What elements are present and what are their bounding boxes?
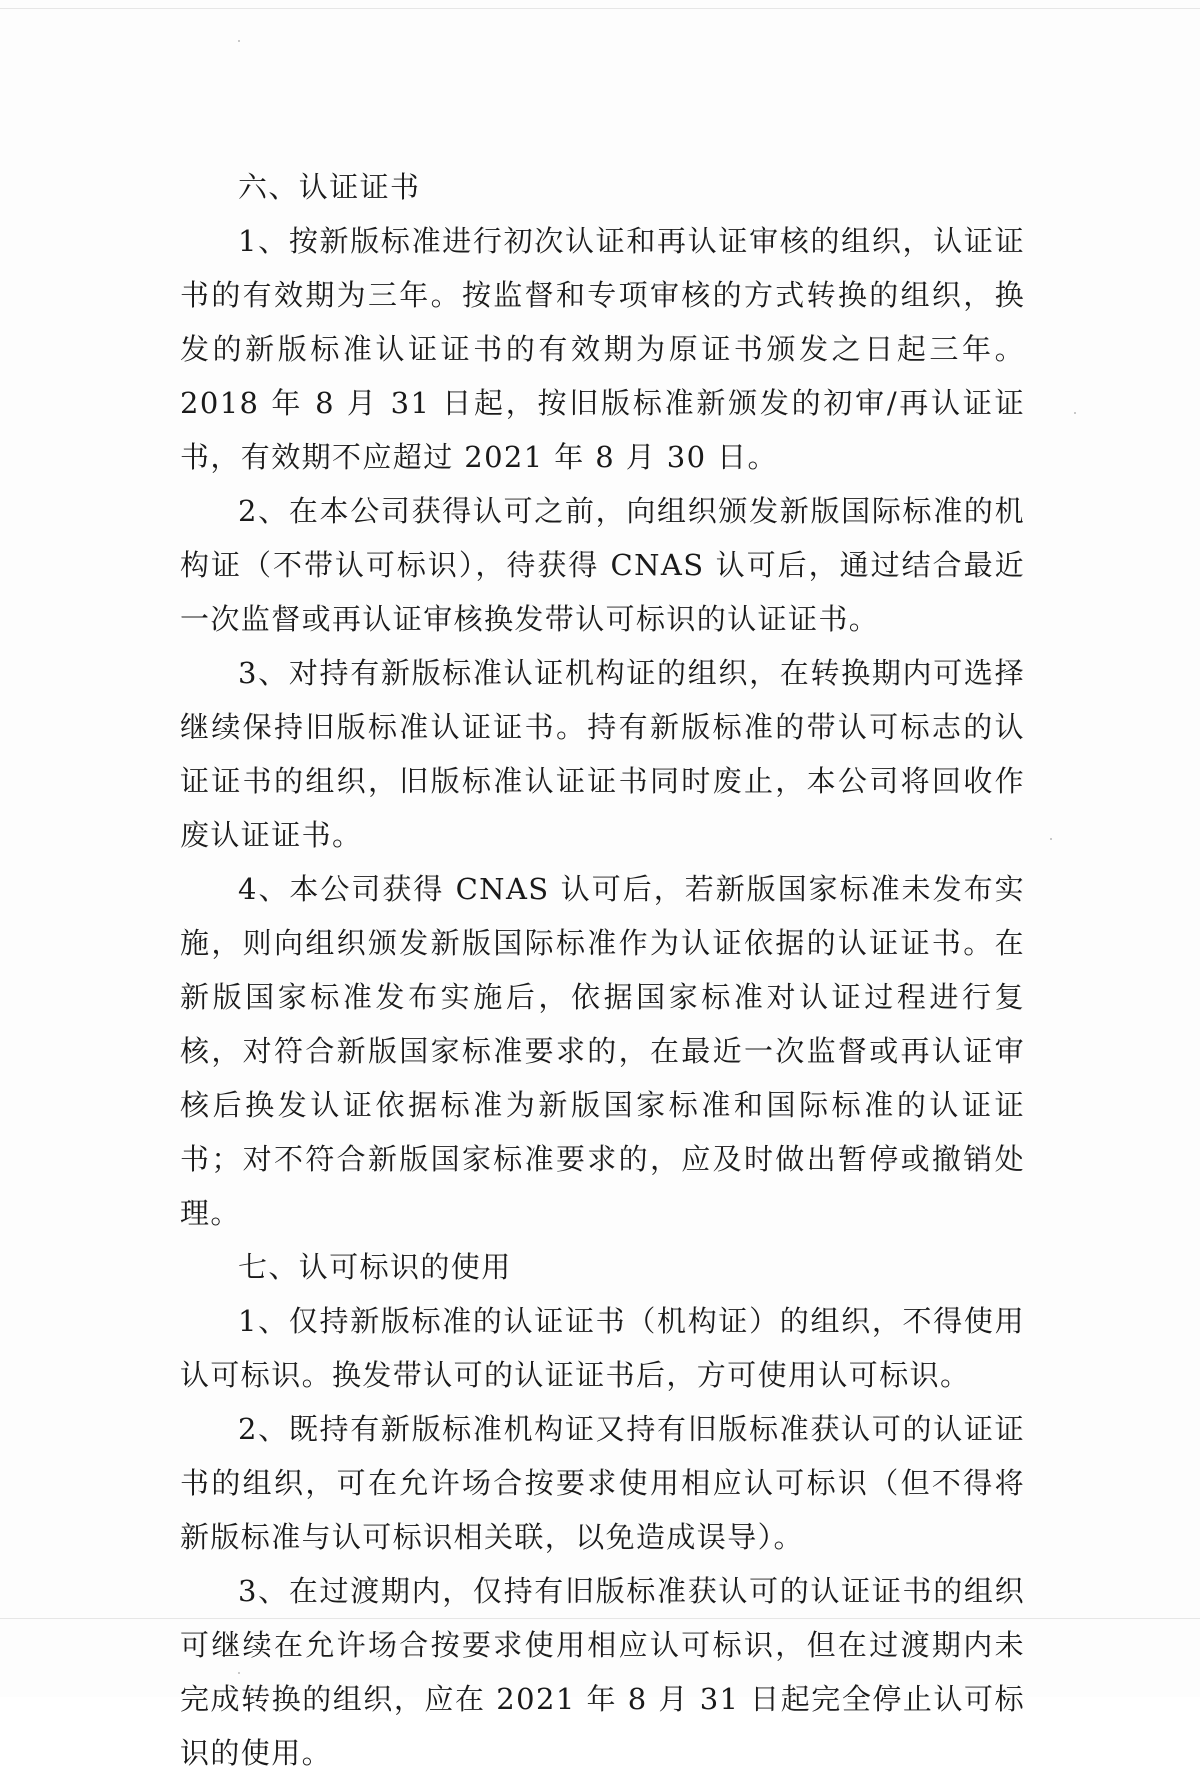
section-6-item-3: 3、对持有新版标准认证机构证的组织，在转换期内可选择继续保持旧版标准认证证书。持有新版标准的带认可标志的认证证书的组织，旧版标准认证证书同时废止，本公司将回收作废认证证书。 bbox=[180, 656, 1025, 852]
scan-speck bbox=[1050, 838, 1052, 840]
section-6-heading: 六、认证证书 bbox=[238, 170, 421, 204]
section-6-item-4: 4、本公司获得 CNAS 认可后，若新版国家标准未发布实施，则向组织颁发新版国际标准作为认证依据的认证证书。在新版国家标准发布实施后，依据国家标准对认证过程进行复核，对符合新版国家标准要求的，在最近一次监督或再认证审核后换发认证依据标准为新版国家标准和国际标准的认证证书；对不符合新版国家标准要求的，应及时做出暂停或撤销处理。 bbox=[180, 872, 1025, 1230]
scan-artifact-line bbox=[0, 8, 1200, 9]
section-7-item-3: 3、在过渡期内，仅持有旧版标准获认可的认证证书的组织可继续在允许场合按要求使用相应认可标识，但在过渡期内未完成转换的组织，应在 2021 年 8 月 31 日起完全停止认可标识的使用。 bbox=[180, 1574, 1025, 1770]
section-6-item-2: 2、在本公司获得认可之前，向组织颁发新版国际标准的机构证（不带认可标识），待获得 CNAS 认可后，通过结合最近一次监督或再认证审核换发带认可标识的认证证书。 bbox=[180, 494, 1025, 636]
section-7-item-2: 2、既持有新版标准机构证又持有旧版标准获认可的认证证书的组织，可在允许场合按要求使用相应认可标识（但不得将新版标准与认可标识相关联，以免造成误导）。 bbox=[180, 1412, 1025, 1554]
scan-speck bbox=[238, 40, 240, 42]
section-6-item-1: 1、按新版标准进行初次认证和再认证审核的组织，认证证书的有效期为三年。按监督和专项审核的方式转换的组织，换发的新版标准认证证书的有效期为原证书颁发之日起三年。2018 年 8 月 31 日起，按旧版标准新颁发的初审/再认证证书，有效期不应超过 2021 年 8 月 30 日。 bbox=[180, 224, 1025, 474]
section-7-item-1: 1、仅持新版标准的认证证书（机构证）的组织，不得使用认可标识。换发带认可的认证证书后，方可使用认可标识。 bbox=[180, 1304, 1025, 1392]
document-body bbox=[180, 160, 1025, 1780]
section-7-heading: 七、认可标识的使用 bbox=[238, 1250, 512, 1284]
scan-speck bbox=[1074, 412, 1076, 414]
